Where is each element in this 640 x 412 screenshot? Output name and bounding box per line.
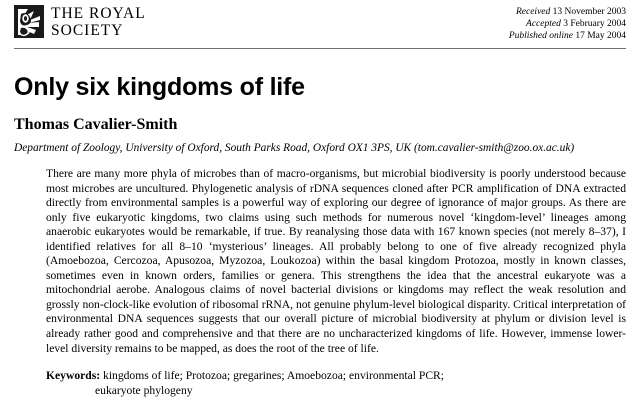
keywords-label: Keywords: [46, 369, 101, 383]
received-date-line [509, 6, 626, 18]
masthead-divider [14, 48, 626, 49]
page-title: Only six kingdoms of life [14, 73, 305, 101]
wordmark-line-2: SOCIETY [51, 21, 124, 39]
accepted-label: Accepted [526, 19, 561, 29]
received-value: 13 November 2003 [552, 7, 626, 17]
published-value: 17 May 2004 [575, 31, 626, 41]
author-name: Thomas Cavalier-Smith [14, 116, 178, 133]
royal-society-crest-icon [14, 5, 44, 38]
royal-society-wordmark [51, 5, 146, 39]
keywords-section [46, 369, 626, 398]
keywords-list-line-1: kingdoms of life; Protozoa; gregarines; Amoebozoa; environmental PCR; [103, 369, 445, 383]
published-label: Published online [508, 31, 573, 41]
publication-dates [509, 5, 626, 42]
published-date-line [509, 30, 626, 42]
author-affiliation: Department of Zoology, University of Oxford, South Parks Road, Oxford OX1 3PS, UK (tom.cavalier-smith@zoo.ox.ac.uk) [14, 142, 575, 154]
keywords-list-line-2: eukaryote phylogeny [95, 383, 193, 397]
wordmark-line-1: THE ROYAL [51, 5, 146, 22]
accepted-value: 3 February 2004 [563, 19, 626, 29]
abstract-text: There are many more phyla of microbes than of macro-organisms, but microbial biodiversity is poorly understood because most microbes are uncultured. Phylogenetic analysis of rDNA sequences cloned after PCR amplification of DNA extracted directly from environmental samples is a powerful way of exploring our degree of ignorance of major groups. As there are only five eukaryotic kingdoms, two claims using such methods for numerous novel ‘kingdom-level’ lineages among anaerobic eukaryotes would be remarkable, if true. By reanalysing those data with 167 known species (not merely 8–37), I identified relatives for all 8–10 ‘mysterious’ lineages. All probably belong to one of five already recognized phyla (Amoebozoa, Cercozoa, Apusozoa, Myzozoa, Loukozoa) within the basal kingdom Protozoa, mostly in known classes, sometimes even in known orders, families or genera. This strengthens the idea that the ancestral eukaryote was a mitochondrial aerobe. Analogous claims of novel bacterial divisions or kingdoms may reflect the weak resolution and grossly non-clock-like evolution of ribosomal rRNA, not genuine phylum-level biological disparity. Critical interpretation of environmental DNA sequences suggests that our overall picture of microbial biodiversity at phylum or division level is already rather good and comprehensive and that there are no uncharacterized kingdoms of life. However, immense lower-level diversity remains to be mapped, as does the root of the tree of life. [46, 167, 626, 355]
accepted-date-line [509, 18, 626, 30]
received-label: Received [515, 7, 551, 17]
masthead [14, 0, 626, 42]
royal-society-branding [14, 5, 146, 39]
